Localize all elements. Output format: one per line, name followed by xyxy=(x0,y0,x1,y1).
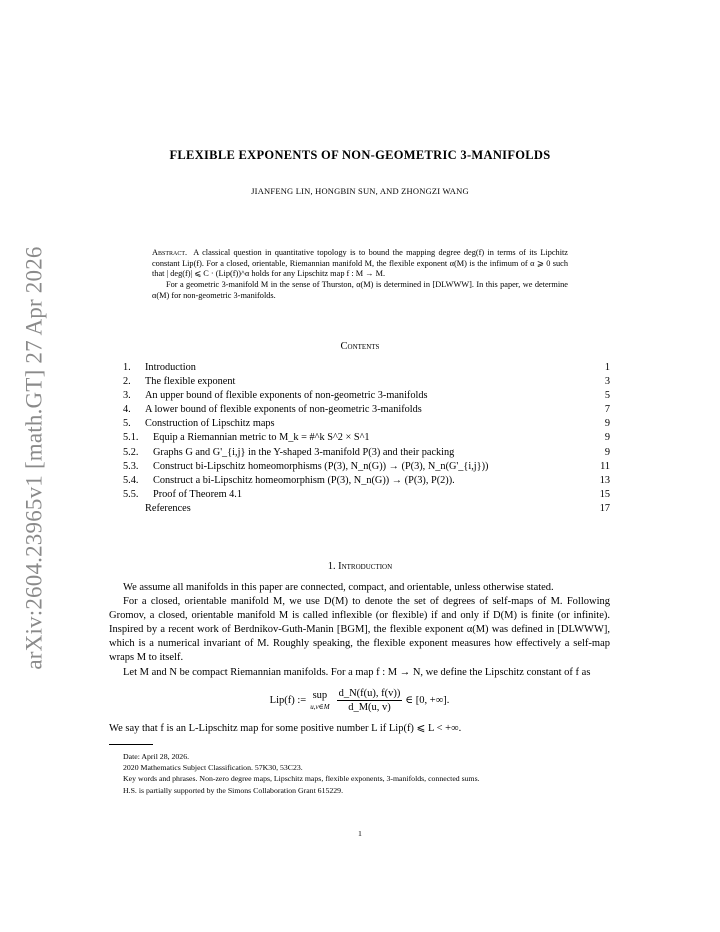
toc-entry[interactable] xyxy=(123,389,610,403)
toc-entry-page: 9 xyxy=(604,418,610,430)
toc-entry-page: 1 xyxy=(604,362,610,373)
toc-entry-title: References xyxy=(145,502,191,514)
toc-entry-page: 13 xyxy=(599,474,610,486)
toc-entry-number: 2. xyxy=(123,376,131,388)
toc-entry-page: 5 xyxy=(604,390,610,402)
toc-entry-title: Introduction xyxy=(145,362,196,373)
toc-entry-label xyxy=(123,389,428,403)
intro-paragraph-1: We assume all manifolds in this paper are connected, compact, and orientable, unless otherwise stated. xyxy=(123,582,554,593)
equation-lhs: Lip(f) := xyxy=(269,694,307,706)
abstract xyxy=(152,248,568,302)
lipschitz-equation xyxy=(109,682,610,718)
toc-entry-page: 9 xyxy=(604,446,610,458)
toc-entry-number: 5. xyxy=(123,418,131,430)
toc-entry-number: 5.1. xyxy=(123,432,139,444)
toc-entry-number: 5.5. xyxy=(123,488,139,500)
toc-entry-label xyxy=(123,361,196,375)
footnote-grant: H.S. is partially supported by the Simons Collaboration Grant 615229. xyxy=(123,785,344,795)
toc-entry-label xyxy=(123,431,370,445)
footnote-keywords: Key words and phrases. Non-zero degree maps, Lipschitz maps, flexible exponents, 3-manifolds, connected sums. xyxy=(123,774,480,784)
toc-entry-title: An upper bound of flexible exponents of non-geometric 3-manifolds xyxy=(145,390,428,402)
toc-entry-page: 3 xyxy=(604,376,610,388)
footnote-msc: 2020 Mathematics Subject Classification. 57K30, 53C23. xyxy=(123,763,303,773)
equation-sup xyxy=(310,690,329,711)
toc-entry-title: Construction of Lipschitz maps xyxy=(145,418,275,430)
toc-entry-label xyxy=(123,446,454,460)
toc-entry[interactable] xyxy=(123,417,610,431)
toc-entry-label xyxy=(123,460,488,474)
toc-entry-label xyxy=(123,417,275,431)
toc-entry-label xyxy=(123,502,191,516)
toc-entry[interactable] xyxy=(123,488,610,502)
equation-rhs: ∈ [0, +∞]. xyxy=(405,695,450,706)
paper-title: FLEXIBLE EXPONENTS OF NON-GEOMETRIC 3-MANIFOLDS xyxy=(169,148,551,162)
toc-entry-title: Graphs G and G'_{i,j} in the Y-shaped 3-manifold P(3) and their packing xyxy=(153,446,455,458)
footnote-rule xyxy=(109,744,153,745)
toc-entry-label xyxy=(123,403,422,417)
toc-entry-number: 1. xyxy=(123,362,131,373)
footnotes xyxy=(123,751,610,796)
abstract-paragraph-2: For a geometric 3-manifold M in the sense of Thurston, α(M) is determined in [DLWWW]. In this paper, we determine α(M) for non-geometric 3-manifolds. xyxy=(152,280,568,300)
intro-paragraph-3: Let M and N be compact Riemannian manifolds. For a map f : M → N, we define the Lipschitz constant of f as xyxy=(123,666,591,678)
toc-entry[interactable] xyxy=(123,460,610,474)
toc-entry-label xyxy=(123,474,455,488)
toc-entry-number: 5.3. xyxy=(123,460,139,472)
equation-denominator: d_M(u, v) xyxy=(348,701,391,713)
intro-paragraph-2: For a closed, orientable manifold M, we use D(M) to denote the set of degrees of self-maps of M. Following Gromov, a closed, orientable manifold M is called inflexible (or flexible) if and only if D(M) is finite (or infinite). Inspired by a recent work of Berdnikov-Guth-Manin [BGM], the flexible exponent α(M) was defined in [DLWWW], which is a numerical invariant of M. Roughly speaking, the flexible exponent measures how effectively a self-map wraps M to itself. xyxy=(109,596,610,664)
toc-entry-title: Construct a bi-Lipschitz homeomorphism (P(3), N_n(G)) → (P(3), P(2)). xyxy=(153,474,455,486)
paper-authors: JIANFENG LIN, HONGBIN SUN, AND ZHONGZI WANG xyxy=(251,186,469,196)
toc-entry-number: 4. xyxy=(123,404,131,416)
toc-entry-number: 5.2. xyxy=(123,446,139,458)
toc-entry-title: Construct bi-Lipschitz homeomorphisms (P(3), N_n(G)) → (P(3), N_n(G'_{i,j})) xyxy=(153,460,489,472)
abstract-paragraph-1 xyxy=(152,248,568,280)
toc-entry-page: 11 xyxy=(600,460,610,472)
intro-paragraph-4: We say that f is an L-Lipschitz map for some positive number L if Lip(f) ⩽ L < +∞. xyxy=(109,723,462,734)
toc-entry[interactable] xyxy=(123,375,610,389)
toc-entry-title: The flexible exponent xyxy=(145,376,236,388)
toc-entry-title: Proof of Theorem 4.1 xyxy=(153,488,243,500)
table-of-contents xyxy=(123,361,610,516)
toc-entry[interactable] xyxy=(123,403,610,417)
equation-sup-subscript: u,v∈M xyxy=(310,702,330,711)
contents-heading: Contents xyxy=(340,341,380,352)
arxiv-stamp-text: arXiv:2604.23965v1 [math.GT] 27 Apr 2026 xyxy=(22,246,48,670)
toc-entry-title: Equip a Riemannian metric to M_k = #^k S^2 × S^1 xyxy=(153,432,370,444)
toc-entry-number: 5.4. xyxy=(123,474,139,486)
footnote-date: Date: April 28, 2026. xyxy=(123,752,190,761)
toc-entry-number: 3. xyxy=(123,390,131,402)
toc-entry-page: 17 xyxy=(599,502,610,514)
toc-entry[interactable] xyxy=(123,474,610,488)
toc-entry-title: A lower bound of flexible exponents of non-geometric 3-manifolds xyxy=(145,404,422,416)
toc-entry[interactable] xyxy=(123,361,610,375)
abstract-label: Abstract. xyxy=(152,248,188,257)
page-number: 1 xyxy=(358,829,362,838)
abstract-text-1: A classical question in quantitative topology is to bound the mapping degree deg(f) in terms of its Lipchitz constant Lip(f). For a closed, orientable, Riemannian manifold M, the flexible exponent α(M) is the infimum of α ⩾ 0 such that | deg(f)| ⩽ C · (Lip(f))^α holds for any Lipschitz map f : M → M. xyxy=(152,248,568,279)
toc-entry-label xyxy=(123,375,235,389)
equation-numerator: d_N(f(u), f(v)) xyxy=(338,687,401,699)
toc-entry-label xyxy=(123,488,242,502)
section-heading-introduction: 1. Introduction xyxy=(327,561,393,572)
introduction-body xyxy=(109,581,610,680)
toc-entry-page: 9 xyxy=(604,432,610,444)
toc-entry-page: 7 xyxy=(604,404,610,416)
arxiv-stamp xyxy=(10,246,60,670)
toc-entry[interactable] xyxy=(123,431,610,445)
equation-sup-op: sup xyxy=(312,689,328,701)
toc-entry-page: 15 xyxy=(599,488,610,500)
toc-entry[interactable] xyxy=(123,446,610,460)
equation-fraction xyxy=(337,688,403,713)
toc-entry[interactable] xyxy=(123,502,610,516)
